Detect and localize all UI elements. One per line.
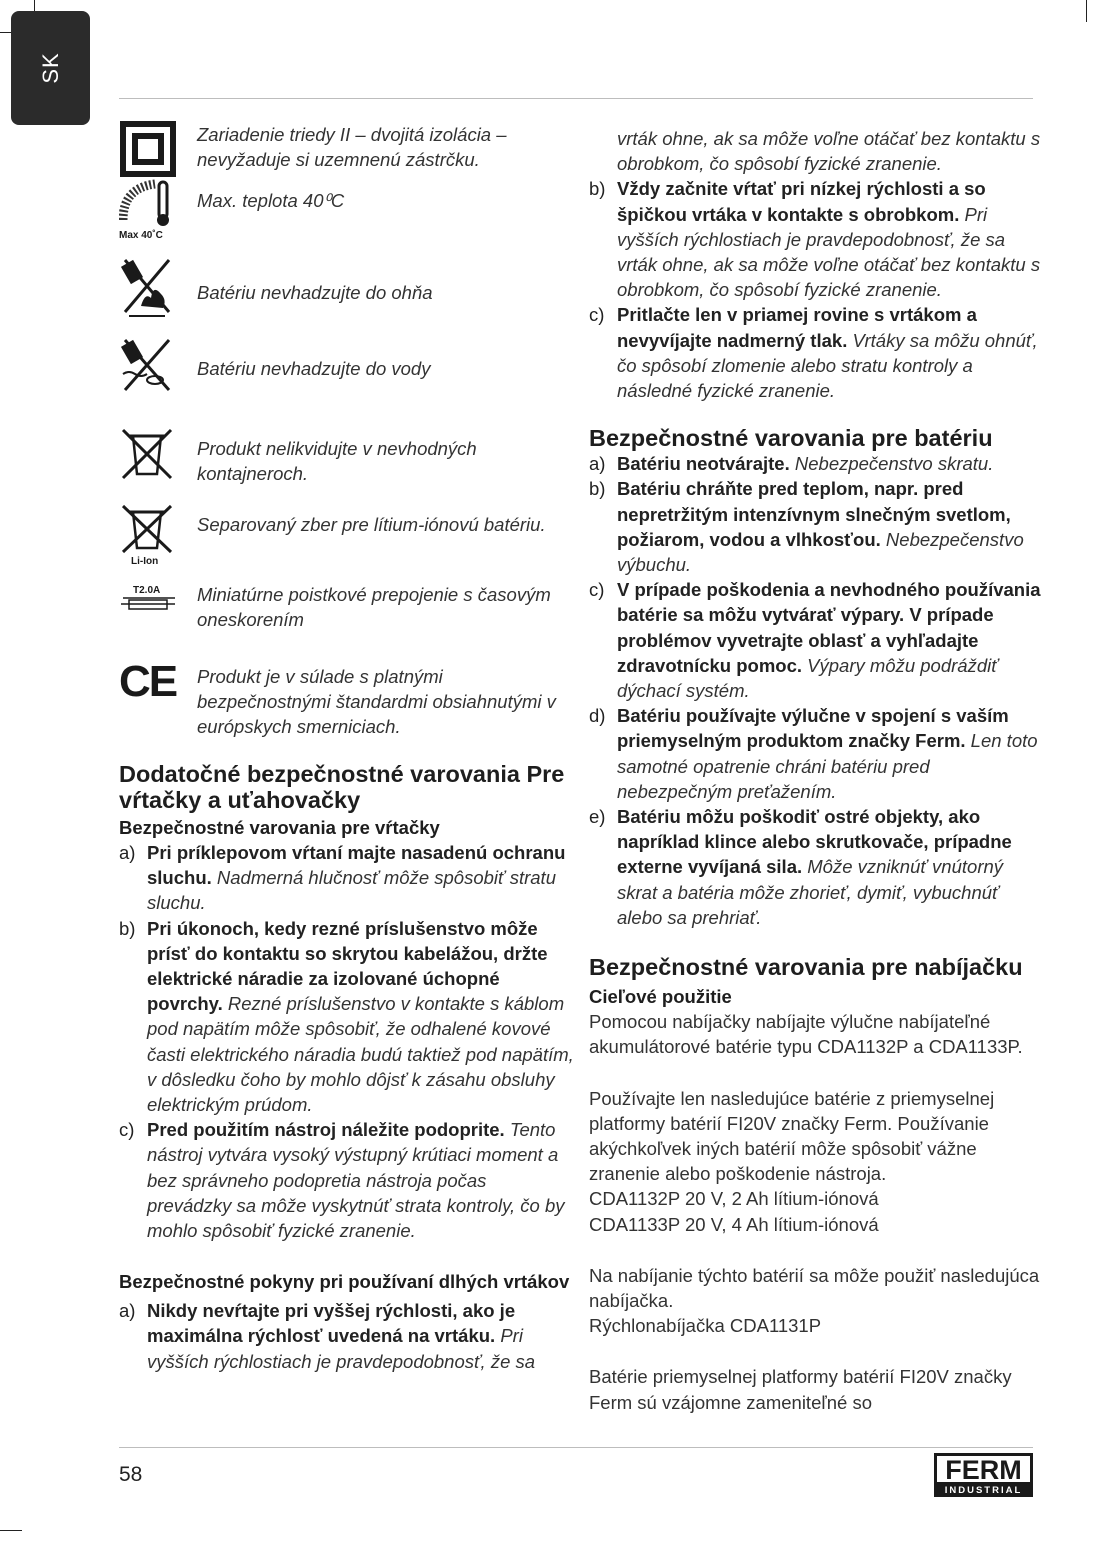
warning-bold: V prípade poškodenia a nevhodného používania batérie sa môžu vytvárať výpary. V prípade problémov vyvetrajte oblasť a vyhľadajte zdravotnícku pomoc. — [617, 579, 1041, 676]
list-item — [589, 703, 1044, 804]
warning-bold: Pri príklepovom vŕtaní majte nasadenú ochranu sluchu. — [147, 842, 566, 889]
warning-italic: Tento nástroj vytvára vysoký výstupný krútiaci moment a bez správneho podopretia nástroja počas prevádzky sa môže vyskytnúť strata kontroly, čo by mohlo spôsobiť fyzické zranenie. — [147, 1119, 565, 1242]
list-label: a) — [589, 453, 606, 475]
li-ion-label: Li-Ion — [131, 556, 159, 566]
section-heading-battery: Bezpečnostné varovania pre batériu — [589, 425, 993, 452]
crop-mark — [0, 1530, 22, 1531]
symbol-text: Separovaný zber pre lítium-iónovú batériu. — [197, 514, 546, 535]
charger-model: Rýchlonabíjačka CDA1131P — [589, 1315, 822, 1337]
warning-bold: Batériu môžu poškodiť ostré objekty, ako napríklad klince alebo skrutkovače, prípadne externe vyvíjaná sila. — [617, 806, 1012, 878]
list-item — [119, 840, 574, 916]
logo-main: FERM — [945, 1455, 1022, 1485]
language-code: SK — [37, 52, 63, 84]
section-heading-drills: Dodatočné bezpečnostné varovania Pre vŕtačky a uťahovačky — [119, 761, 565, 813]
symbol-row — [119, 118, 574, 178]
paragraph: Batérie priemyselnej platformy batérií FI20V značky Ferm sú vzájomne zameniteľné so — [589, 1366, 1012, 1413]
list-item — [589, 176, 1044, 302]
warning-italic: Môže vzniknúť vnútorný skrat a batéria môže zhorieť, dymiť, vybuchnúť alebo sa prehriať. — [617, 856, 1004, 928]
right-column — [589, 126, 1044, 1415]
fuse-label: T2.0A — [133, 585, 161, 596]
list-label: a) — [119, 842, 136, 863]
list-label: b) — [589, 178, 606, 200]
crossed-bin-icon — [119, 428, 177, 480]
paragraph: Na nabíjanie týchto batérií sa môže použiť nasledujúca nabíjačka. — [589, 1264, 1040, 1311]
logo-sub: INDUSTRIAL — [944, 1485, 1023, 1496]
list-label: b) — [119, 917, 136, 939]
list-item — [589, 577, 1044, 703]
list-item — [119, 916, 574, 1118]
warning-bold: Nikdy nevŕtajte pri vyššej rýchlosti, ako je maximálna rýchlosť uvedená na vrtáku. — [147, 1300, 516, 1347]
list-item-continuation — [589, 126, 1044, 176]
list-item — [589, 302, 1044, 403]
language-tab — [11, 11, 90, 125]
list-label: c) — [589, 304, 605, 326]
warning-italic: Výpary môžu podráždiť dýchací systém. — [617, 654, 998, 702]
ferm-logo — [934, 1453, 1033, 1497]
symbol-text: Produkt je v súlade s platnými bezpečnostnými štandardmi obsiahnutými v európskych smerniciach. — [197, 666, 556, 737]
list-item — [119, 1117, 574, 1243]
class-ii-icon — [119, 120, 177, 178]
symbol-row — [119, 402, 574, 484]
list-item — [589, 476, 1044, 577]
warning-italic: Len toto samotné opatrenie chráni batériu pred nebezpečným preťažením. — [617, 730, 1038, 802]
warning-italic: Nebezpečenstvo skratu. — [794, 453, 994, 475]
section-heading-charger: Bezpečnostné varovania pre nabíjačku — [589, 954, 1023, 981]
ce-mark-label: CE — [119, 657, 177, 706]
crop-mark — [1086, 0, 1087, 22]
page-number: 58 — [119, 1463, 143, 1486]
paragraph: Pomocou nabíjačky nabíjajte výlučne nabíjateľné akumulátorové batérie typu CDA1132P a CDA1133P. — [589, 1011, 1023, 1058]
warning-bold: Vždy začnite vŕtať pri nízkej rýchlosti a so špičkou vrtáka v kontakte s obrobkom. — [617, 178, 986, 225]
symbol-row — [119, 326, 574, 402]
no-fire-icon — [119, 254, 177, 318]
paragraph: Používajte len nasledujúce batérie z priemyselnej platformy batérií FI20V značky Ferm. Používanie akýchkoľvek iných batérií môže spôsobiť vážne zranenie alebo poškodenie nástroja. — [589, 1087, 995, 1185]
list-item — [589, 451, 1044, 476]
left-column — [119, 118, 574, 1374]
warning-bold: Batériu chráňte pred teplom, napr. pred nepretržitým intenzívnym slnečným svetlom, požiarom, vodou a vlhkosťou. — [617, 478, 1011, 550]
max-temp-label: Max 40˚C — [119, 230, 163, 240]
symbol-text: Produkt nelikvidujte v nevhodných kontajneroch. — [197, 438, 477, 484]
warning-bold: Pred použitím nástroj náležite podoprite. — [147, 1119, 510, 1141]
list-label: e) — [589, 806, 606, 828]
top-rule — [119, 98, 1033, 99]
warning-italic: Vrtáky sa môžu ohnúť, čo spôsobí zlomenie alebo stratu kontroly a následné fyzické zranenie. — [617, 329, 1038, 402]
symbol-row — [119, 630, 574, 737]
ce-mark-icon — [119, 657, 177, 706]
warning-italic: Rezné príslušenstvo v kontakte s káblom pod napätím môže spôsobiť, že odhalené kovové časti elektrického náradia budú taktiež pod napätím, v dôsledku čoho by mohlo dôjsť k zásahu obsluhy elektrickým prúdom. — [147, 993, 574, 1116]
subheading-long-bits: Bezpečnostné pokyny pri používaní dlhých vrtákov — [119, 1271, 570, 1293]
bottom-rule — [119, 1447, 1033, 1448]
fuse-icon — [119, 582, 177, 616]
list-item — [119, 1298, 574, 1374]
symbol-text: Batériu nevhadzujte do ohňa — [197, 282, 433, 303]
symbol-text: Max. teplota 40⁰C — [197, 190, 345, 211]
list-label: c) — [119, 1119, 135, 1141]
list-label: b) — [589, 478, 606, 500]
battery-spec: CDA1133P 20 V, 4 Ah lítium-iónová — [589, 1213, 879, 1235]
symbol-row — [119, 478, 574, 566]
list-label: a) — [119, 1300, 136, 1322]
list-label: c) — [589, 579, 605, 601]
subheading-intended-use: Cieľové použitie — [589, 986, 732, 1008]
list-item — [589, 804, 1044, 930]
symbol-text: Zariadenie triedy II – dvojitá izolácia – nevyžaduje si uzemnenú zástrčku. — [197, 124, 507, 170]
warning-italic: Pri vyšších rýchlostiach je pravdepodobnosť, že sa vrták ohne, ak sa môže voľne otáčať bez kontaktu s obrobkom, čo spôsobí fyzické zranenie. — [617, 203, 1041, 301]
symbol-text: Batériu nevhadzujte do vody — [197, 358, 431, 379]
no-water-icon — [119, 336, 177, 396]
symbol-text: Miniatúrne poistkové prepojenie s časovým oneskorením — [197, 584, 551, 630]
warning-italic: Pri vyšších rýchlostiach je pravdepodobnosť, že sa — [147, 1325, 536, 1372]
warning-bold: Batériu používajte výlučne v spojení s vaším priemyselným produktom značky Ferm. — [617, 705, 1009, 752]
list-label: d) — [589, 705, 606, 727]
symbol-row — [119, 178, 574, 250]
symbol-row — [119, 250, 574, 326]
warning-bold: Pri úkonoch, kedy rezné príslušenstvo môže prísť do kontaktu so skrytou kabelážou, držte elektrické náradie za izolované úchopné povrchy. — [147, 917, 548, 1015]
max-temperature-icon — [119, 178, 177, 240]
battery-spec: CDA1132P 20 V, 2 Ah lítium-iónová — [589, 1188, 879, 1210]
warning-bold: Batériu neotvárajte. — [617, 453, 795, 475]
warning-bold: Pritlačte len v priamej rovine s vrtákom a nevyvíjajte nadmerný tlak. — [617, 304, 977, 351]
warning-italic: Nadmerná hlučnosť môže spôsobiť stratu sluchu. — [147, 867, 556, 914]
symbol-row — [119, 554, 574, 630]
warning-italic: vrták ohne, ak sa môže voľne otáčať bez kontaktu s obrobkom, čo spôsobí fyzické zranenie. — [617, 128, 1041, 175]
subheading-drill-warnings: Bezpečnostné varovania pre vŕtačky — [119, 817, 440, 838]
warning-italic: Nebezpečenstvo výbuchu. — [617, 528, 1024, 576]
